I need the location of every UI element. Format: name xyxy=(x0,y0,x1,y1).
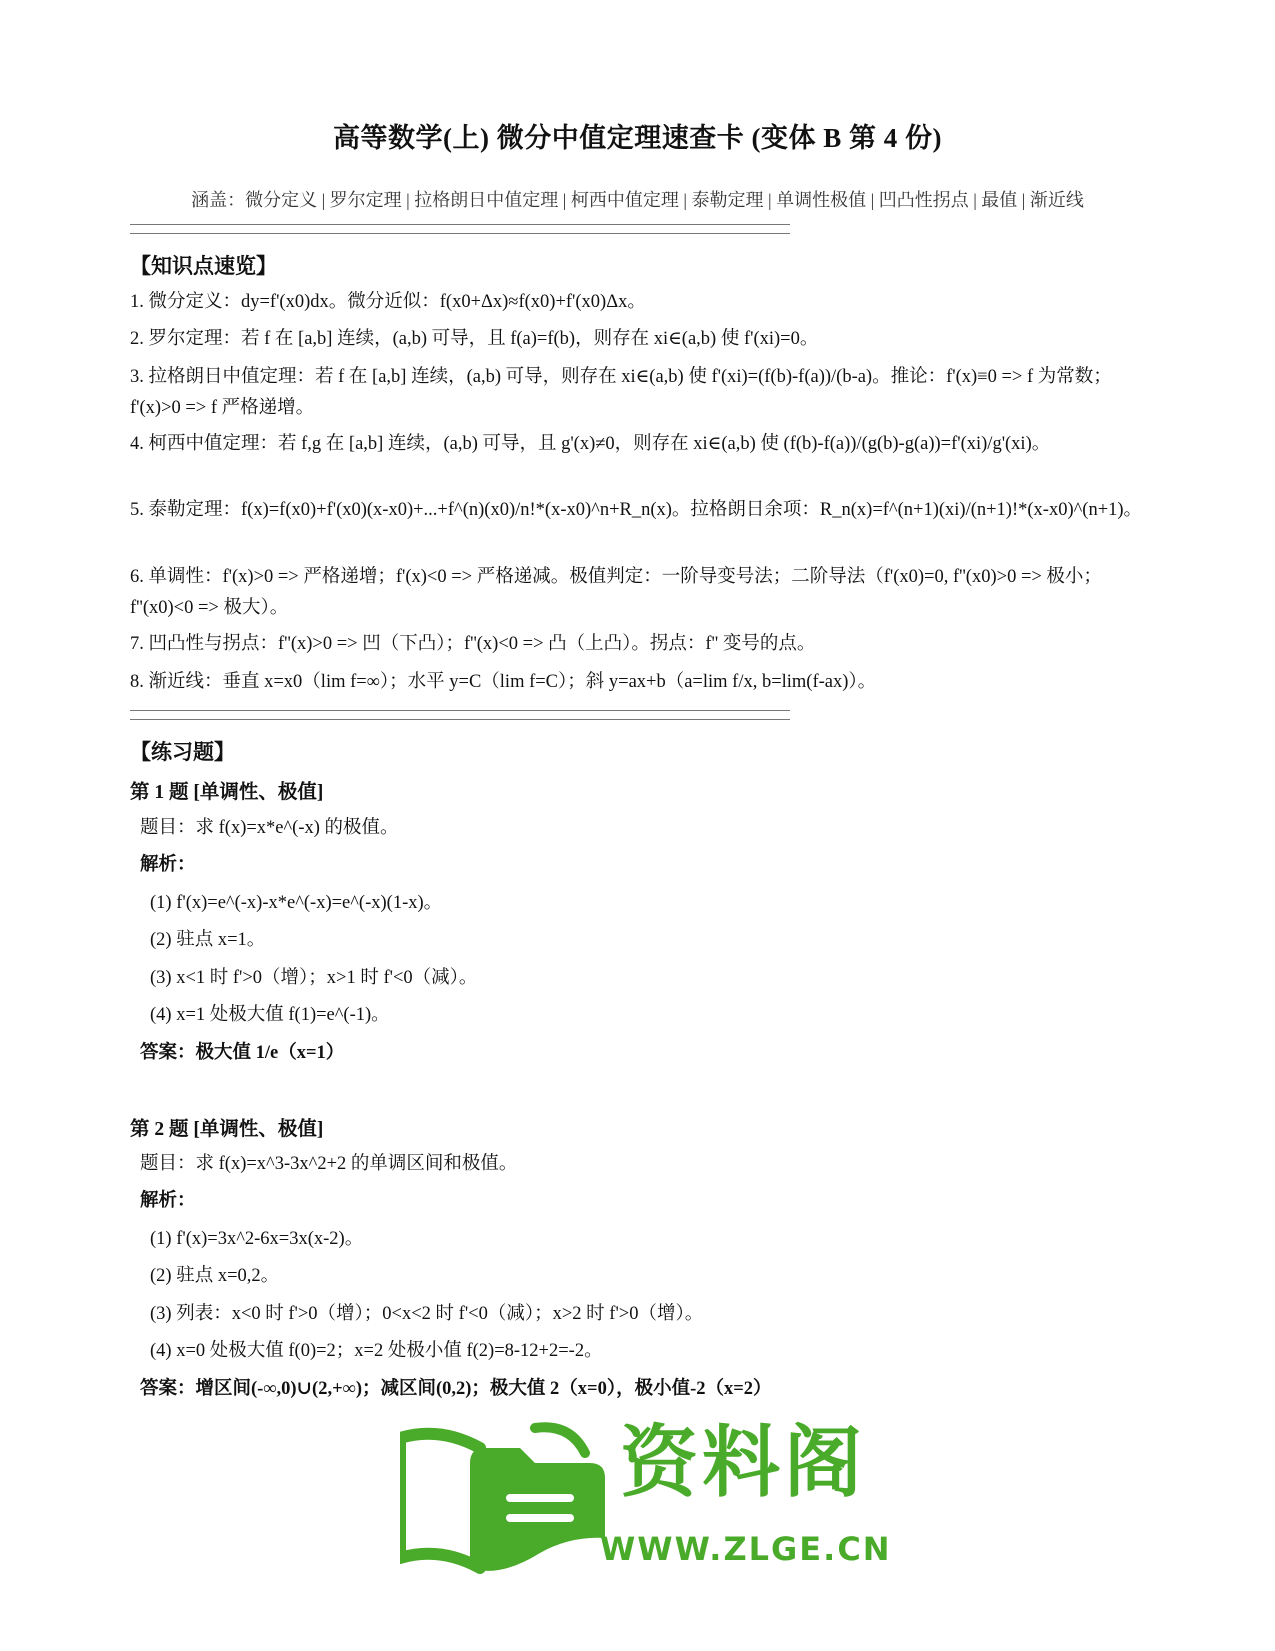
knowledge-item-2: 2. 罗尔定理：若 f 在 [a,b] 连续，(a,b) 可导，且 f(a)=f(b)，则存在 xi∈(a,b) 使 f'(xi)=0。 xyxy=(130,329,819,349)
watermark-brand: 资料阁 xyxy=(620,1418,867,1508)
exercise-1-answer: 答案：极大值 1/e（x=1） xyxy=(140,1043,345,1063)
watermark-url: WWW.ZLGE.CN xyxy=(600,1530,892,1568)
exercise-2-step-1: (1) f'(x)=3x^2-6x=3x(x-2)。 xyxy=(150,1229,364,1249)
exercise-2-solution-label: 解析： xyxy=(140,1191,196,1211)
knowledge-item-5: 5. 泰勒定理：f(x)=f(x0)+f'(x0)(x-x0)+...+f^(n)(x0)/n!*(x-x0)^n+R_n(x)。拉格朗日余项：R_n(x)=f^(n+1)(xi)/(n+1)!*(x-x0)^(n+1)。 xyxy=(130,500,1143,520)
exercise-2-answer: 答案：增区间(-∞,0)∪(2,+∞)；减区间(0,2)；极大值 2（x=0），极小值-2（x=2） xyxy=(140,1379,772,1399)
exercise-1-step-2: (2) 驻点 x=1。 xyxy=(150,930,266,950)
divider xyxy=(130,710,790,720)
exercise-1-question: 题目：求 f(x)=x*e^(-x) 的极值。 xyxy=(140,818,399,838)
exercise-1-step-3: (3) x<1 时 f'>0（增）；x>1 时 f'<0（减）。 xyxy=(150,968,478,988)
exercise-2-step-4: (4) x=0 处极大值 f(0)=2；x=2 处极小值 f(2)=8-12+2=-2。 xyxy=(150,1341,603,1361)
knowledge-item-3: 3. 拉格朗日中值定理：若 f 在 [a,b] 连续，(a,b) 可导，则存在 xi∈(a,b) 使 f'(xi)=(f(b)-f(a))/(b-a)。推论：f'(x)≡0 => f 为常数；f'(x)>0 => f 严格递增。 xyxy=(130,367,1112,418)
exercise-2-question: 题目：求 f(x)=x^3-3x^2+2 的单调区间和极值。 xyxy=(140,1154,518,1174)
divider xyxy=(130,224,790,234)
exercise-2-step-2: (2) 驻点 x=0,2。 xyxy=(150,1266,280,1286)
section-heading-knowledge: 【知识点速览】 xyxy=(130,254,277,278)
page-title: 高等数学(上) 微分中值定理速查卡 (变体 B 第 4 份) xyxy=(333,123,942,153)
exercise-2-step-3: (3) 列表：x<0 时 f'>0（增）；0<x<2 时 f'<0（减）；x>2 时 f'>0（增）。 xyxy=(150,1304,704,1324)
knowledge-item-8: 8. 渐近线：垂直 x=x0（lim f=∞）；水平 y=C（lim f=C）；斜 y=ax+b（a=lim f/x, b=lim(f-ax)）。 xyxy=(130,672,877,692)
exercise-2-heading: 第 2 题 [单调性、极值] xyxy=(130,1119,324,1140)
exercise-1-solution-label: 解析： xyxy=(140,855,196,875)
coverage-line: 涵盖：微分定义 | 罗尔定理 | 拉格朗日中值定理 | 柯西中值定理 | 泰勒定理 | 单调性极值 | 凹凸性拐点 | 最值 | 渐近线 xyxy=(191,190,1084,210)
knowledge-item-4: 4. 柯西中值定理：若 f,g 在 [a,b] 连续，(a,b) 可导，且 g'(x)≠0，则存在 xi∈(a,b) 使 (f(b)-f(a))/(g(b)-g(a))=f'(xi)/g'(xi)。 xyxy=(130,434,1051,454)
exercise-1-step-4: (4) x=1 处极大值 f(1)=e^(-1)。 xyxy=(150,1005,390,1025)
knowledge-item-1: 1. 微分定义：dy=f'(x0)dx。微分近似：f(x0+Δx)≈f(x0)+f'(x0)Δx。 xyxy=(130,292,646,312)
section-heading-exercises: 【练习题】 xyxy=(130,740,235,764)
knowledge-item-7: 7. 凹凸性与拐点：f''(x)>0 => 凹（下凸）；f''(x)<0 => 凸（上凸）。拐点：f'' 变号的点。 xyxy=(130,634,816,654)
exercise-1-step-1: (1) f'(x)=e^(-x)-x*e^(-x)=e^(-x)(1-x)。 xyxy=(150,893,443,913)
exercise-1-heading: 第 1 题 [单调性、极值] xyxy=(130,782,324,803)
knowledge-item-6: 6. 单调性：f'(x)>0 => 严格递增；f'(x)<0 => 严格递减。极值判定：一阶导变号法；二阶导法（f'(x0)=0, f''(x0)>0 => 极小；f''(x0)<0 => 极大）。 xyxy=(130,567,1102,618)
